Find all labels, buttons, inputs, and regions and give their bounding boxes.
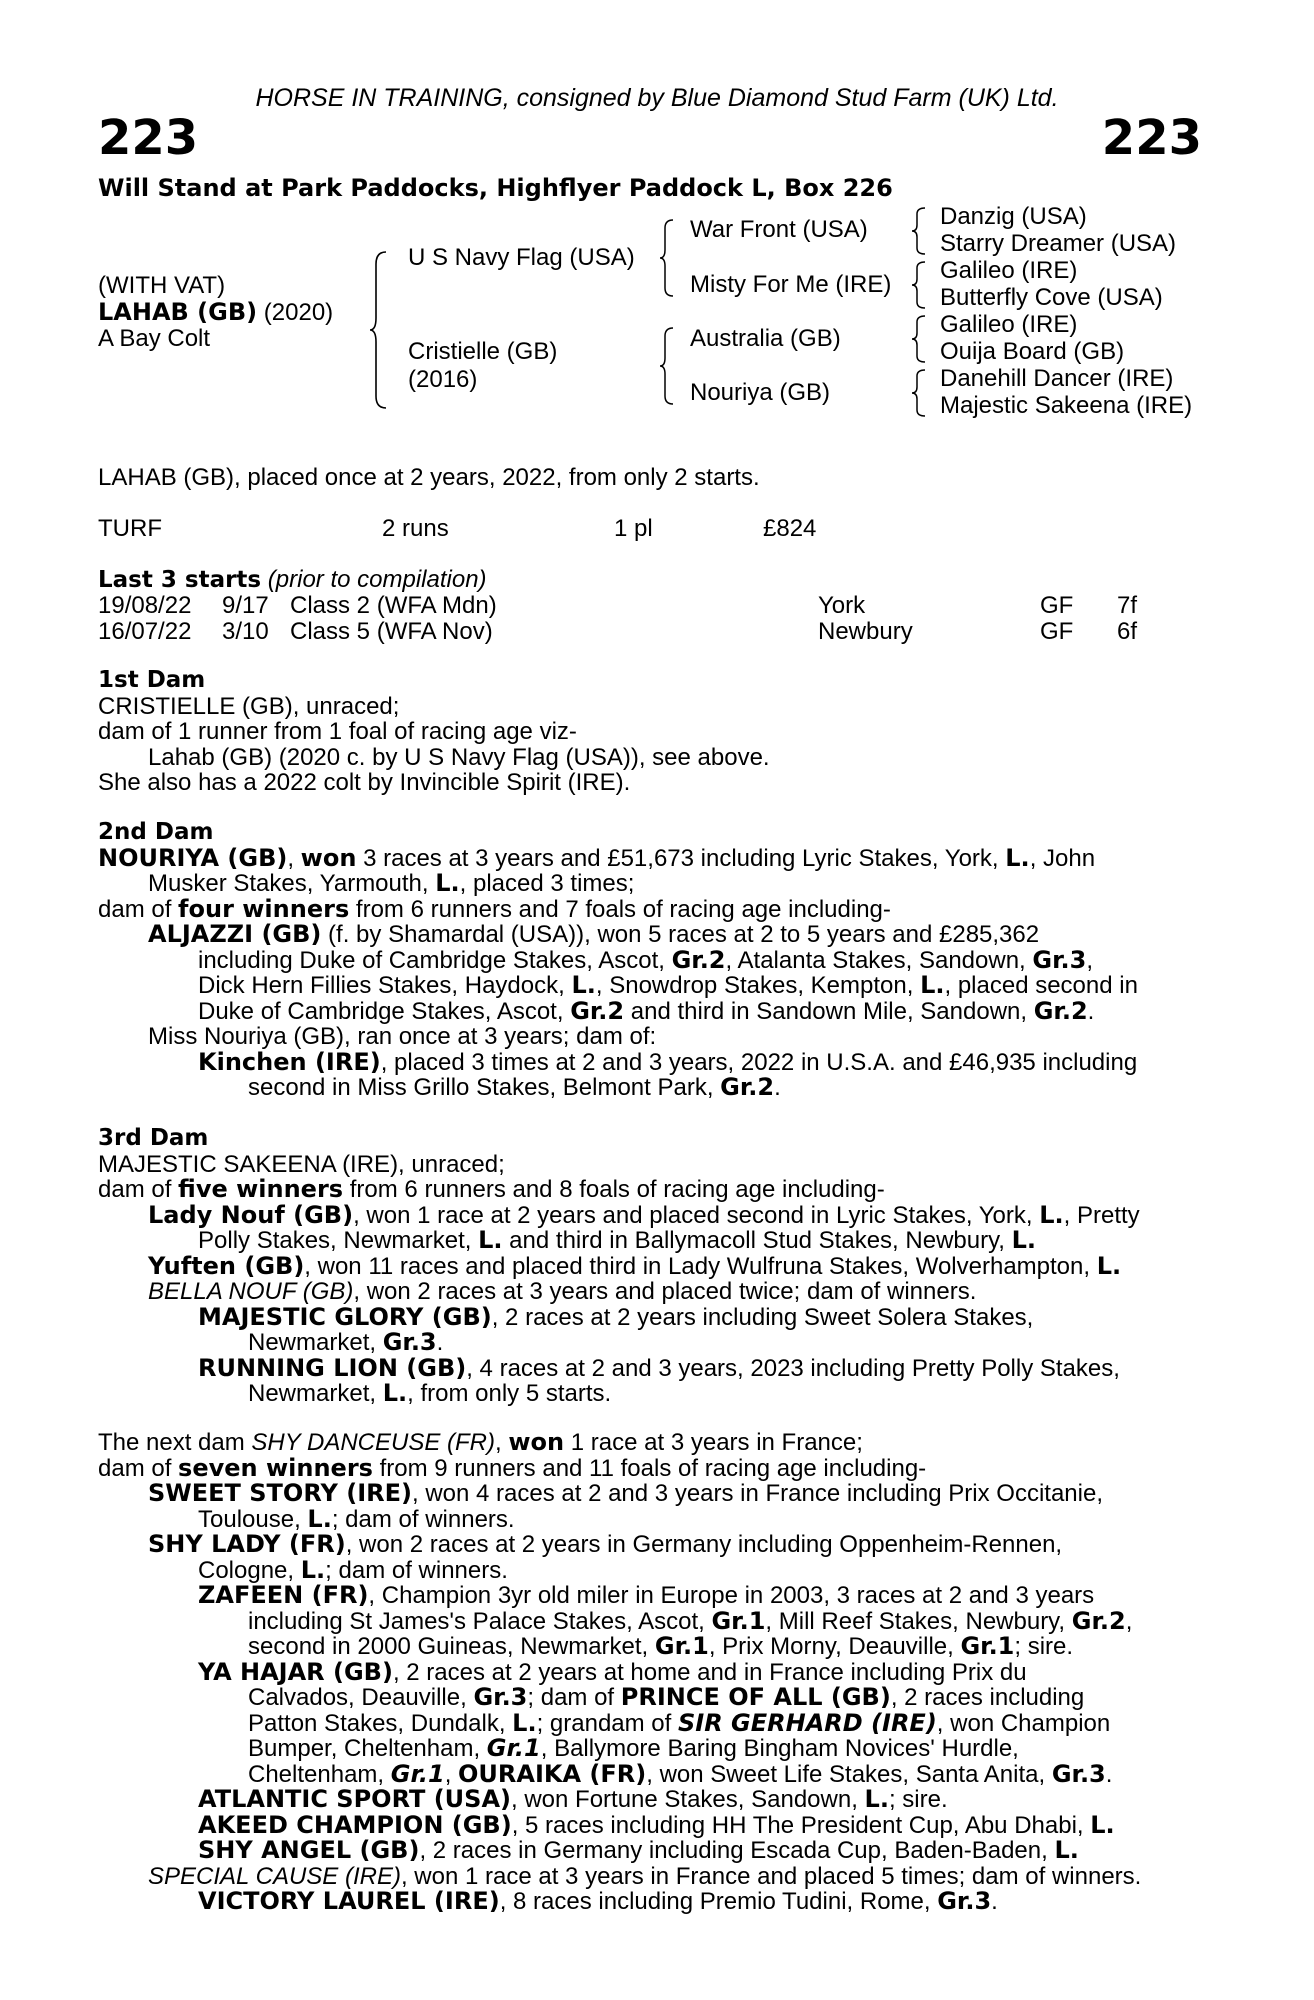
sire-name: U S Navy Flag (USA) bbox=[408, 244, 635, 271]
record-placed: 1 pl bbox=[614, 515, 653, 542]
brace-g3 bbox=[912, 314, 928, 364]
stand-info: Will Stand at Park Paddocks, Highflyer Paddock L, Box 226 bbox=[98, 174, 893, 202]
last-starts-heading: Last 3 starts (prior to compilation) bbox=[98, 566, 487, 593]
record-surface: TURF bbox=[98, 515, 162, 542]
text-line: MAJESTIC SAKEENA (IRE), unraced; bbox=[98, 1150, 505, 1178]
start-race: Class 2 (WFA Mdn) bbox=[290, 592, 497, 619]
text-line: Dick Hern Fillies Stakes, Haydock, L., Snowdrop Stakes, Kempton, L., placed second in bbox=[198, 971, 1138, 999]
first-dam-line: Lahab (GB) (2020 c. by U S Navy Flag (USA)), see above. bbox=[148, 743, 770, 771]
text-line: Polly Stakes, Newmarket, L. and third in Ballymacoll Stud Stakes, Newbury, L. bbox=[198, 1226, 1037, 1254]
text-line: YA HAJAR (GB), 2 races at 2 years at home and in France including Prix du bbox=[198, 1657, 1027, 1686]
first-dam-line: CRISTIELLE (GB), unraced; bbox=[98, 692, 400, 720]
text-line: SHY ANGEL (GB), 2 races in Germany including Escada Cup, Baden-Baden, L. bbox=[198, 1836, 1079, 1864]
dam-name: Cristielle (GB) bbox=[408, 338, 558, 365]
text-line: dam of four winners from 6 runners and 7 foals of racing age including- bbox=[98, 894, 891, 923]
brace-g1 bbox=[912, 206, 928, 256]
gg-ddd: Majestic Sakeena (IRE) bbox=[940, 392, 1193, 419]
text-line: SWEET STORY (IRE), won 4 races at 2 and 3 years in France including Prix Occitanie, bbox=[148, 1479, 1103, 1507]
text-line: dam of seven winners from 9 runners and 11 foals of racing age including- bbox=[98, 1453, 927, 1482]
start-distance: 7f bbox=[1117, 592, 1138, 619]
text-line: Cheltenham, Gr.1, OURAIKA (FR), won Sweet Life Stakes, Santa Anita, Gr.3. bbox=[248, 1759, 1113, 1788]
start-course: York bbox=[818, 592, 866, 619]
brace-sire bbox=[660, 218, 676, 298]
text-line: RUNNING LION (GB), 4 races at 2 and 3 years, 2023 including Pretty Polly Stakes, bbox=[198, 1353, 1120, 1382]
text-line: SHY LADY (FR), won 2 races at 2 years in Germany including Oppenheim-Rennen, bbox=[148, 1530, 1063, 1558]
first-dam-line: dam of 1 runner from 1 foal of racing age viz- bbox=[98, 718, 577, 745]
text-line: second in Miss Grillo Stakes, Belmont Park, Gr.2. bbox=[248, 1073, 781, 1101]
next-dam-section bbox=[98, 1430, 1141, 1915]
lot-number-left: 223 bbox=[98, 110, 199, 166]
text-line: NOURIYA (GB), won 3 races at 3 years and £51,673 including Lyric Stakes, York, L., John bbox=[98, 843, 1096, 872]
text-line: Lady Nouf (GB), won 1 race at 2 years and placed second in Lyric Stakes, York, L., Pretty bbox=[148, 1200, 1140, 1229]
start-position: 9/17 bbox=[222, 592, 269, 619]
text-line: AKEED CHAMPION (GB), 5 races including HH The President Cup, Abu Dhabi, L. bbox=[198, 1810, 1115, 1839]
gg-ssd: Starry Dreamer (USA) bbox=[940, 230, 1177, 257]
text-line: dam of five winners from 6 runners and 8 foals of racing age including- bbox=[98, 1175, 885, 1203]
gg-dds: Danehill Dancer (IRE) bbox=[940, 365, 1174, 392]
text-line: Newmarket, L., from only 5 starts. bbox=[248, 1379, 612, 1407]
start-date: 16/07/22 bbox=[98, 618, 192, 645]
second-dam-heading: 2nd Dam bbox=[98, 819, 214, 845]
page-header: HORSE IN TRAINING, consigned by Blue Diamond Stud Farm (UK) Ltd. bbox=[255, 84, 1059, 112]
start-going: GF bbox=[1040, 592, 1074, 619]
text-line: second in 2000 Guineas, Newmarket, Gr.1, Prix Morny, Deauville, Gr.1; sire. bbox=[248, 1632, 1074, 1660]
text-line: ZAFEEN (FR), Champion 3yr old miler in Europe in 2003, 3 races at 2 and 3 years bbox=[198, 1581, 1095, 1609]
text-line: Bumper, Cheltenham, Gr.1, Ballymore Baring Bingham Novices' Hurdle, bbox=[248, 1734, 1019, 1762]
gg-sds: Galileo (IRE) bbox=[940, 257, 1078, 284]
gg-dsd: Ouija Board (GB) bbox=[940, 338, 1125, 365]
first-dam-line: She also has a 2022 colt by Invincible Spirit (IRE). bbox=[98, 769, 631, 796]
dam-sire: Australia (GB) bbox=[690, 325, 841, 352]
brace-dam bbox=[660, 326, 676, 406]
dam-year: (2016) bbox=[408, 366, 478, 393]
start-distance: 6f bbox=[1117, 618, 1138, 645]
start-course: Newbury bbox=[818, 618, 913, 645]
start-race: Class 5 (WFA Nov) bbox=[290, 618, 493, 645]
record-runs: 2 runs bbox=[382, 515, 449, 542]
text-line: ALJAZZI (GB) (f. by Shamardal (USA)), won 5 races at 2 to 5 years and £285,362 bbox=[148, 920, 1040, 948]
text-line: including St James's Palace Stakes, Ascot, Gr.1, Mill Reef Stakes, Newbury, Gr.2, bbox=[248, 1606, 1133, 1635]
sire-dam: Misty For Me (IRE) bbox=[690, 271, 892, 298]
brace-g4 bbox=[912, 368, 928, 418]
text-line: Duke of Cambridge Stakes, Ascot, Gr.2 and third in Sandown Mile, Sandown, Gr.2. bbox=[198, 996, 1095, 1025]
race-summary: LAHAB (GB), placed once at 2 years, 2022, from only 2 starts. bbox=[98, 464, 760, 491]
dam-dam: Nouriya (GB) bbox=[690, 379, 831, 406]
brace-g2 bbox=[912, 260, 928, 310]
text-line: The next dam SHY DANCEUSE (FR), won 1 race at 3 years in France; bbox=[98, 1428, 863, 1456]
sire-sire: War Front (USA) bbox=[690, 216, 868, 243]
text-line: including Duke of Cambridge Stakes, Ascot, Gr.2, Atalanta Stakes, Sandown, Gr.3, bbox=[198, 945, 1093, 974]
horse-year: (2020) bbox=[263, 299, 334, 326]
gg-sss: Danzig (USA) bbox=[940, 203, 1087, 230]
start-going: GF bbox=[1040, 618, 1074, 645]
start-position: 3/10 bbox=[222, 618, 269, 645]
third-dam-section bbox=[98, 1126, 1140, 1407]
text-line: Calvados, Deauville, Gr.3; dam of PRINCE OF ALL (GB), 2 races including bbox=[248, 1683, 1085, 1711]
horse-line bbox=[98, 298, 333, 327]
text-line: Newmarket, Gr.3. bbox=[248, 1328, 444, 1356]
text-line: MAJESTIC GLORY (GB), 2 races at 2 years including Sweet Solera Stakes, bbox=[198, 1302, 1034, 1331]
text-line: Cologne, L.; dam of winners. bbox=[198, 1555, 508, 1584]
text-line: Yuften (GB), won 11 races and placed third in Lady Wulfruna Stakes, Wolverhampton, L. bbox=[148, 1251, 1122, 1280]
text-line: BELLA NOUF (GB), won 2 races at 3 years and placed twice; dam of winners. bbox=[148, 1278, 977, 1305]
first-dam-heading: 1st Dam bbox=[98, 667, 206, 693]
text-line: Toulouse, L.; dam of winners. bbox=[198, 1504, 515, 1533]
horse-description: A Bay Colt bbox=[98, 325, 211, 352]
text-line: Musker Stakes, Yarmouth, L., placed 3 times; bbox=[148, 869, 635, 897]
vat-note: (WITH VAT) bbox=[98, 272, 226, 299]
brace-main bbox=[370, 250, 390, 410]
first-dam-section bbox=[98, 668, 770, 796]
second-dam-section bbox=[98, 820, 1203, 1101]
text-line: Patton Stakes, Dundalk, L.; grandam of SIR GERHARD (IRE), won Champion bbox=[248, 1708, 1111, 1737]
lot-number-right: 223 bbox=[1101, 110, 1202, 166]
text-line: SPECIAL CAUSE (IRE), won 1 race at 3 years in France and placed 5 times; dam of winners. bbox=[148, 1862, 1142, 1890]
record-earnings: £824 bbox=[763, 515, 817, 542]
text-line: ATLANTIC SPORT (USA), won Fortune Stakes, Sandown, L.; sire. bbox=[198, 1785, 948, 1813]
third-dam-heading: 3rd Dam bbox=[98, 1125, 209, 1151]
horse-name: LAHAB (GB) bbox=[98, 298, 258, 326]
start-date: 19/08/22 bbox=[98, 592, 192, 619]
text-line: VICTORY LAUREL (IRE), 8 races including Premio Tudini, Rome, Gr.3. bbox=[198, 1887, 998, 1915]
gg-sdd: Butterfly Cove (USA) bbox=[940, 284, 1163, 311]
text-line: Miss Nouriya (GB), ran once at 3 years; dam of: bbox=[148, 1023, 657, 1050]
gg-dss: Galileo (IRE) bbox=[940, 311, 1078, 338]
text-line: Kinchen (IRE), placed 3 times at 2 and 3 years, 2022 in U.S.A. and £46,935 including bbox=[198, 1047, 1138, 1076]
